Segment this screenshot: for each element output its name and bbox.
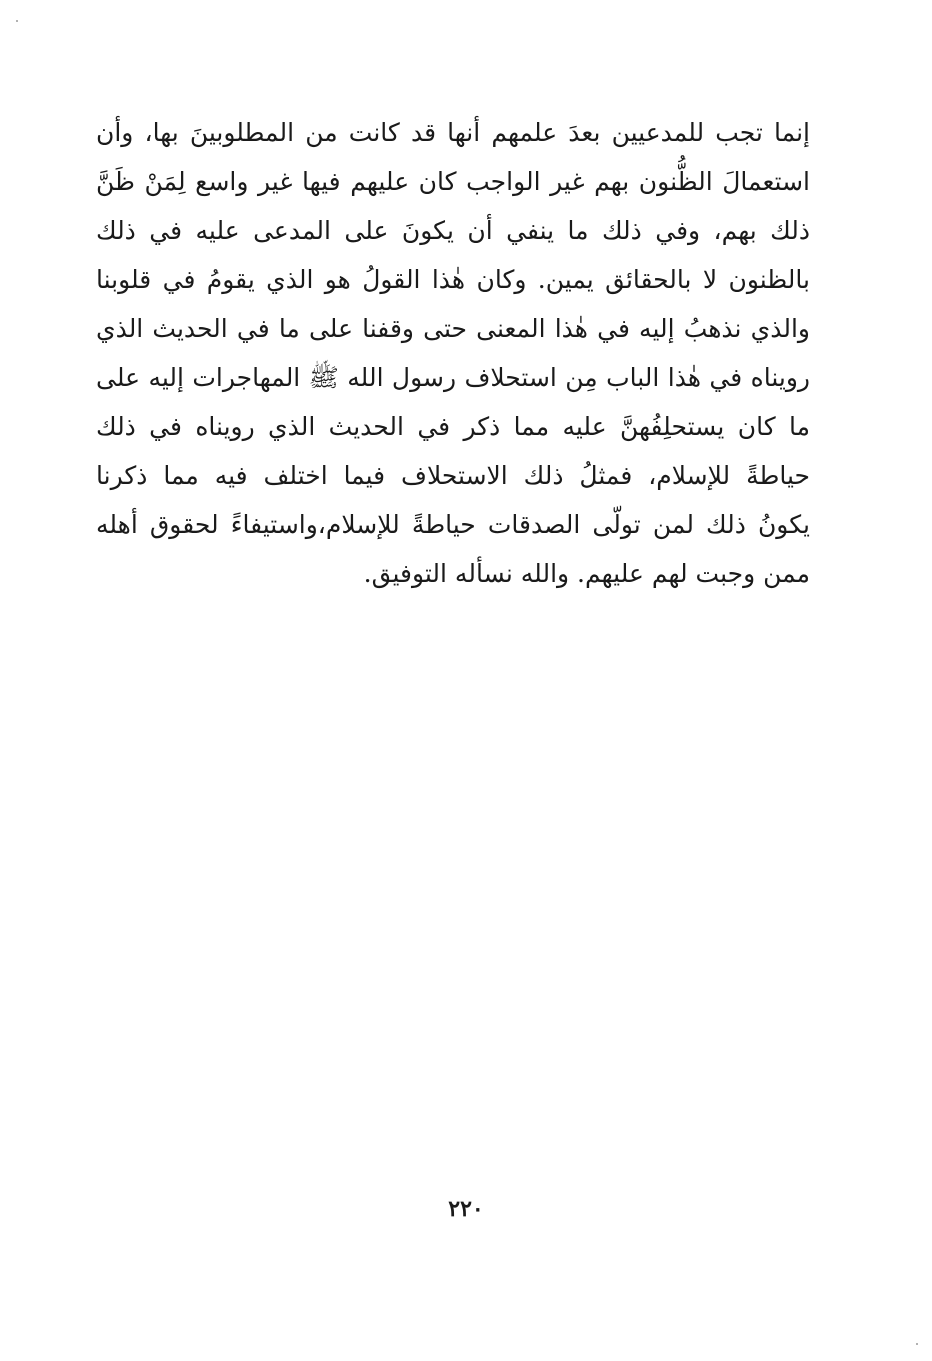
text-line: إنما تجب للمدعيين بعدَ علمهم أنها قد كانت من المطلوبينَ بها، وأن bbox=[96, 118, 810, 147]
scan-speck bbox=[16, 20, 18, 22]
text-line: ممن وجبت لهم عليهم. والله نسأله التوفيق. bbox=[363, 559, 810, 588]
text-line: بالظنون لا بالحقائق يمين. وكان هٰذا القولُ هو الذي يقومُ في قلوبنا bbox=[96, 265, 810, 294]
text-line: حياطةً للإسلام، فمثلُ ذلك الاستحلاف فيما اختلف فيه مما ذكرنا bbox=[96, 461, 810, 490]
text-line: ما كان يستحلِفُهنَّ عليه مما ذكر في الحديث الذي رويناه في ذلك bbox=[96, 412, 810, 441]
scan-speck bbox=[916, 1343, 918, 1345]
text-line: استعمالَ الظُّنون بهم غير الواجب كان عليهم فيها غير واسع لِمَنْ ظَنَّ bbox=[96, 167, 810, 196]
body-text bbox=[96, 108, 810, 598]
text-line: يكونُ ذلك لمن تولّى الصدقات حياطةً للإسلام،واستيفاءً لحقوق أهله bbox=[96, 510, 810, 539]
page-number: ٢٢٠ bbox=[448, 1196, 484, 1222]
text-line: ذلك بهم، وفي ذلك ما ينفي أن يكونَ على المدعى عليه في ذلك bbox=[96, 216, 810, 245]
text-line: رويناه في هٰذا الباب مِن استحلاف رسول الله ﷺ المهاجرات إليه على bbox=[96, 363, 810, 392]
text-line: والذي نذهبُ إليه في هٰذا المعنى حتى وقفنا على ما في الحديث الذي bbox=[96, 314, 810, 343]
